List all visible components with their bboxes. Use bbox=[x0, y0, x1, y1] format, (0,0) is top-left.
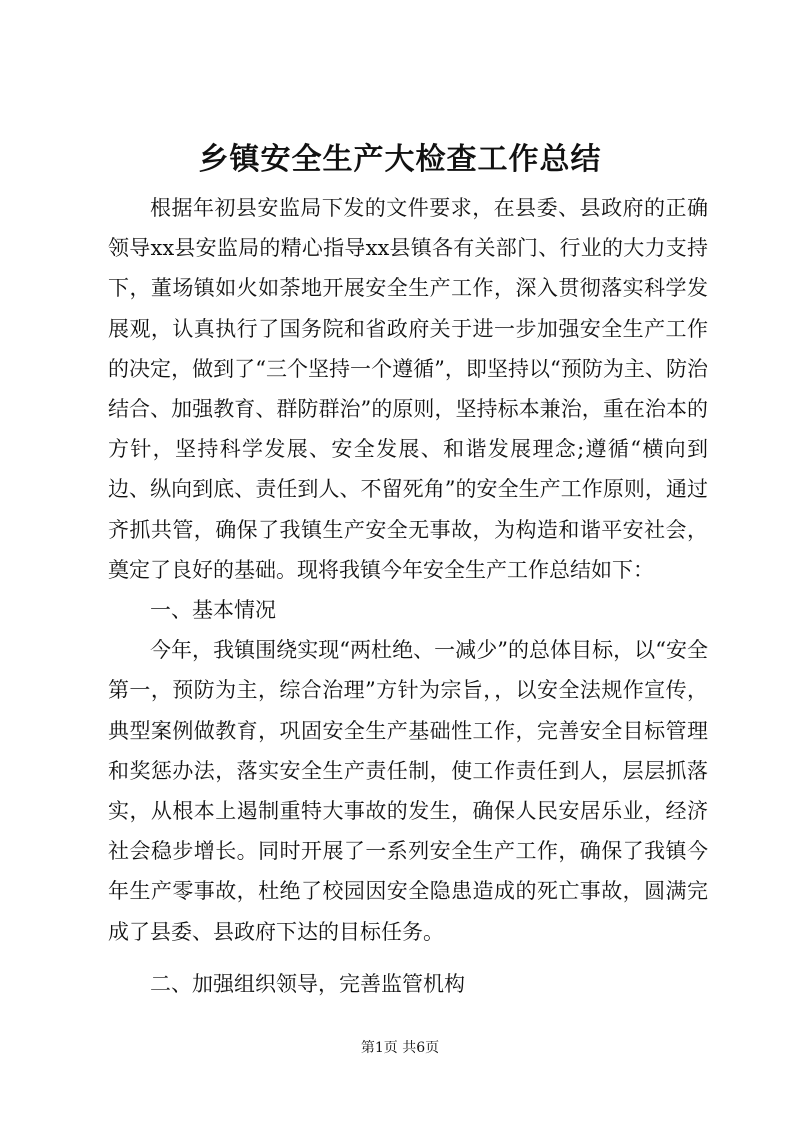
intro-paragraph: 根据年初县安监局下发的文件要求，在县委、县政府的正确领导xx县安监局的精心指导xx县镇各有关部门、行业的大力支持下，董场镇如火如荼地开展安全生产工作，深入贯彻落实科学发展观，认真执行了国务院和省政府关于进一步加强安全生产工作的决定，做到了“三个坚持一个遵循”，即坚持以“预防为主、防治结合、加强教育、群防群治”的原则，坚持标本兼治，重在治本的方针，坚持科学发展、安全发展、和谐发展理念;遵循“横向到边、纵向到底、责任到人、不留死角”的安全生产工作原则，通过齐抓共管，确保了我镇生产安全无事故，为构造和谐平安社会，奠定了良好的基础。现将我镇今年安全生产工作总结如下： bbox=[108, 196, 708, 582]
document-body bbox=[108, 188, 708, 1004]
section-heading-basic-situation: 一、基本情况 bbox=[150, 598, 276, 623]
section-heading-organization: 二、加强组织领导，完善监管机构 bbox=[150, 971, 465, 996]
section-basic-situation-paragraph: 今年，我镇围绕实现“两杜绝、一减少”的总体目标，以“安全第一，预防为主，综合治理”方针为宗旨，，以安全法规作宣传，典型案例做教育，巩固安全生产基础性工作，完善安全目标管理和奖惩办法，落实安全生产责任制，使工作责任到人，层层抓落实，从根本上遏制重特大事故的发生，确保人民安居乐业，经济社会稳步增长。同时开展了一系列安全生产工作，确保了我镇今年生产零事故，杜绝了校园因安全隐患造成的死亡事故，圆满完成了县委、县政府下达的目标任务。 bbox=[108, 638, 708, 944]
page-number: 第1页 共6页 bbox=[360, 1040, 440, 1056]
document-title: 乡镇安全生产大检查工作总结 bbox=[198, 142, 602, 177]
